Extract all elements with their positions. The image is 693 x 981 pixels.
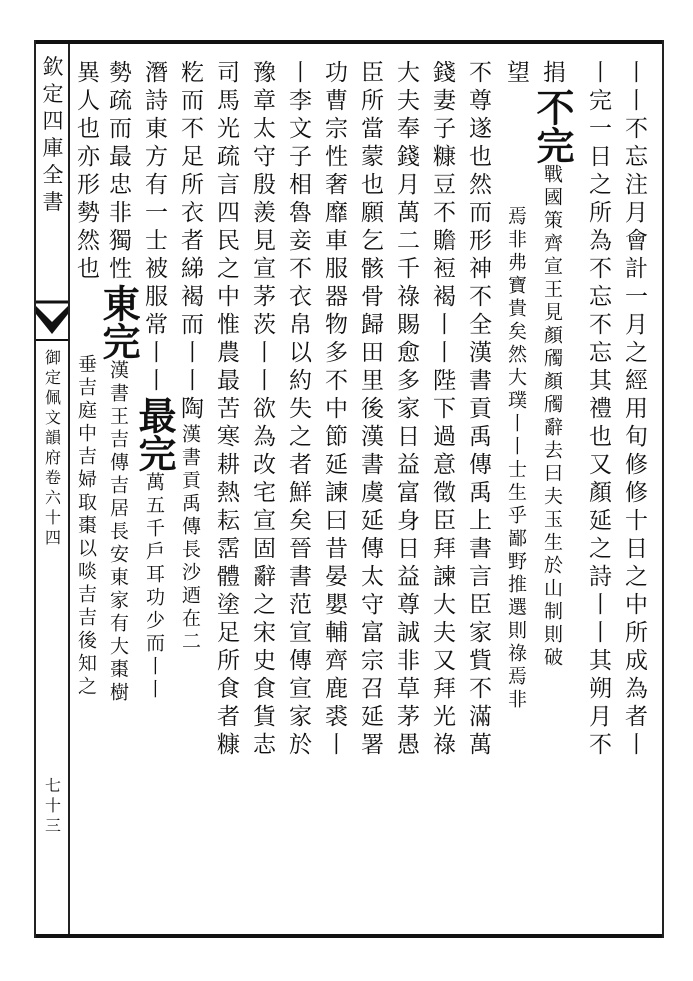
right-border-rule [662,40,664,938]
sub-title-char: 韻 [44,428,61,447]
column-text: 潛詩東方有一士被服常丨丨 [141,60,167,396]
column-text: 籺而不足所衣者綈褐而丨丨陶 [177,60,203,424]
column-text: 司馬光疏言四民之中惟農最苦寒耕熱耘霑體塗足所食者糠 [213,60,239,760]
volume-char: 六 [44,488,61,507]
sub-title [40,348,66,548]
left-border-rule [34,40,36,938]
text-column-6 [426,60,458,760]
page-number-char: 三 [44,816,61,835]
entry-citation: 漢書貢禹傳長沙迺在二 [179,424,201,654]
volume-char: 四 [44,528,61,547]
text-column-7 [390,60,422,760]
column-text: 不尊遂也然而形神不全漢書貢禹傳禹上書言臣家貲不滿萬 [465,60,491,760]
sub-title-char: 文 [44,408,61,427]
text-column-1 [618,60,650,760]
entry-citation: 垂吉庭中吉婦取棗以啖吉吉後知之 [75,354,97,699]
column-text: 丨李文子相魯妾不衣帛以約失之者鮮矣晉書范宣傳宣家於 [285,60,311,760]
column-text: 臣所當蒙也願乞骸骨歸田里後漢書虞延傳太守富宗召延署 [357,60,383,760]
column-text: 丨完一日之所為不忘不忘其禮也又顏延之詩丨丨其朔月不 [585,60,611,760]
column-text: 捐 [539,60,565,88]
sub-title-char: 府 [44,448,61,467]
page-number [40,776,66,836]
column-text: 錢妻子糠豆不贍裋褐丨丨陛下過意徵臣拜諫大夫又拜光祿 [429,60,455,760]
column-text: 望 [503,60,529,88]
column-text: 功曹宗性奢靡車服器物多不中節延諫曰昔晏嬰輔齊鹿裘丨 [321,60,347,760]
text-column-2 [582,60,614,760]
text-column-13 [174,60,206,654]
volume-char: 卷 [44,468,61,487]
entry-headword: 不完 [530,88,575,164]
entry-headword: 最完 [132,396,177,472]
text-column-12 [210,60,242,760]
entry-citation: 焉非弗寶貴矣然大璞丨丨士生乎鄙野推選則祿焉非 [505,206,527,712]
text-column-9 [318,60,350,760]
column-text: 豫章太守殷羨見宣茅茨丨丨欲為改宅宣固辭之宋史食貨志 [249,60,275,760]
bottom-border-rule [34,934,664,938]
text-column-3 [530,60,575,670]
entry-citation: 萬五千戶耳功少而丨丨 [143,472,165,702]
column-text: 丨丨不忘注月會計一月之經用旬修修十日之中所成為者丨 [621,60,647,760]
column-text: 異人也亦形勢然也 [73,60,99,284]
book-title-char: 四 [42,109,64,133]
column-text: 大夫奉錢月萬二千祿賜愈多家日益富身日益尊誠非草茅愚 [393,60,419,760]
fish-tail-ornament-icon [36,300,68,344]
entry-headword: 東完 [96,284,141,360]
text-column-11 [246,60,278,760]
column-text: 勢疏而最忠非獨性 [105,60,131,284]
book-title-char: 書 [42,190,64,214]
text-column-5 [462,60,494,760]
text-column-15 [96,60,141,705]
book-title-char: 庫 [42,136,64,160]
text-column-10 [282,60,314,760]
text-column-4 [500,60,532,712]
sub-title-char: 佩 [44,388,61,407]
page-number-char: 七 [44,776,61,795]
sub-title-char: 御 [44,348,61,367]
text-column-14 [132,60,177,702]
book-title-char: 欽 [42,55,64,79]
text-column-8 [354,60,386,760]
book-title-char: 全 [42,163,64,187]
entry-citation: 漢書王吉傳吉居長安東家有大棗樹 [107,360,129,705]
text-column-16 [70,60,102,699]
entry-citation: 戰國策齊宣王見顏斶顏斶辭去曰夫玉生於山制則破 [541,164,563,670]
top-border-rule [34,40,664,44]
page-number-char: 十 [44,796,61,815]
book-title [40,54,66,216]
book-title-char: 定 [42,82,64,106]
sub-title-char: 定 [44,368,61,387]
volume-char: 十 [44,508,61,527]
